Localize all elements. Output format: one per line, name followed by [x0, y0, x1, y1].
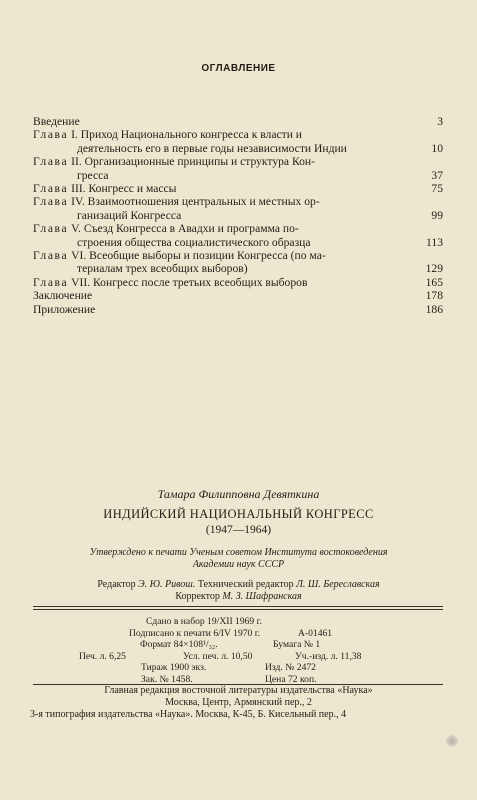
chapter-label: Глава [33, 222, 69, 236]
publication-sheets: Уч.-изд. л. 11,38 [295, 650, 362, 662]
corrector-label: Корректор [175, 591, 220, 602]
corrector-name: М. З. Шафранская [222, 591, 302, 602]
tech-editor-label: Технический редактор [197, 579, 294, 590]
toc-entry-title: деятельность его в первые годы независимости Индии [77, 141, 347, 155]
toc-entry-title: II. Организационные принципы и структура Кон- [71, 155, 315, 169]
toc-entry-title: VI. Всеобщие выборы и позиции Конгресса (по ма- [71, 249, 326, 263]
toc-entry-title: I. Приход Национального конгресса к власти и [71, 128, 303, 142]
book-years: (1947—1964) [205, 524, 272, 536]
toc-entry-title: V. Съезд Конгресса в Авадхи и программа по- [71, 222, 299, 236]
paper: Бумага № 1 [273, 639, 321, 650]
toc-entry-page: 10 [431, 141, 443, 155]
toc-entry-page: 186 [425, 302, 443, 316]
editor-label: Редактор [97, 579, 136, 590]
printer-line: 3-я типография издательства «Наука». Москва, К-45, Б. Кисельный пер., 4 [30, 709, 347, 720]
toc-entry [33, 249, 443, 262]
toc-entry-title: Приложение [33, 302, 96, 316]
toc-entry-continuation [33, 209, 443, 222]
chapter-label: Глава [33, 128, 69, 142]
format: Формат 84×108¹/₃₂. [140, 639, 218, 650]
divider [33, 606, 443, 607]
divider [33, 609, 443, 610]
book-title: ИНДИЙСКИЙ НАЦИОНАЛЬНЫЙ КОНГРЕСС [103, 507, 374, 521]
print-sheets: Печ. л. 6,25 [79, 650, 126, 662]
chapter-label: Глава [33, 249, 69, 263]
approval-line: Академии наук СССР [192, 559, 285, 570]
toc-entry-page: 3 [437, 115, 443, 128]
toc-entry-page: 75 [431, 182, 443, 196]
editors-block [0, 579, 477, 603]
toc-entry-title: териалам трех всеобщих выборов) [77, 262, 248, 276]
tech-editor-name: Л. Ш. Береславская [296, 579, 380, 590]
toc-entry [33, 289, 443, 302]
print-run: Тираж 1900 экз. [141, 662, 207, 673]
toc-entry [33, 276, 443, 289]
toc-entry-page: 99 [431, 208, 443, 222]
toc-entry-page: 165 [425, 275, 443, 289]
toc-entry [33, 128, 443, 141]
publisher-block [0, 685, 477, 709]
toc-entry-continuation [33, 142, 443, 155]
toc-entry-page: 37 [431, 168, 443, 182]
order-number: Зак. № 1458. [141, 673, 193, 685]
chapter-label: Глава [33, 275, 69, 289]
publisher-address: Москва, Центр, Армянский пер., 2 [165, 697, 312, 708]
toc-entry-title: строения общества социалистического образца [77, 235, 311, 249]
toc-entry-title: Введение [33, 115, 80, 128]
publication-number: Изд. № 2472 [265, 662, 316, 673]
signed-to-print: Подписано к печати 6/IV 1970 г. [129, 627, 260, 639]
toc-entry-title: VII. Конгресс после третьих всеобщих выборов [71, 275, 308, 289]
toc-entry [33, 182, 443, 195]
toc-entry-title: Заключение [33, 289, 93, 303]
toc-entry [33, 155, 443, 168]
publication-code: А-01461 [298, 627, 333, 639]
toc-entry [33, 222, 443, 235]
toc-entry [33, 195, 443, 208]
toc-entry-title: гресса [77, 168, 109, 182]
toc-entry [33, 303, 443, 316]
chapter-label: Глава [33, 182, 69, 196]
approval-line: Утверждено к печати Ученым советом Института востоковедения [89, 547, 388, 558]
toc-entry-continuation [33, 236, 443, 249]
table-of-contents [33, 115, 443, 316]
sent-to-set: Сдано в набор 19/XII 1969 г. [146, 616, 262, 627]
publication-data [33, 616, 443, 685]
publisher-line: Главная редакция восточной литературы издательства «Наука» [104, 685, 373, 696]
author-name: Тамара Филипповна Девяткина [157, 487, 320, 501]
ink-smudge [446, 735, 458, 747]
toc-entry-page: 178 [425, 289, 443, 303]
toc-entry-continuation [33, 262, 443, 275]
conditional-sheets: Усл. печ. л. 10,50 [183, 650, 253, 662]
toc-entry-title: IV. Взаимоотношения центральных и местных ор- [71, 195, 320, 209]
chapter-label: Глава [33, 195, 69, 209]
toc-entry-title: III. Конгресс и массы [71, 182, 177, 196]
toc-entry-page: 113 [426, 235, 443, 249]
toc-entry-title: ганизаций Конгресса [77, 208, 182, 222]
price: Цена 72 коп. [265, 673, 317, 685]
toc-entry-continuation [33, 169, 443, 182]
toc-entry [33, 115, 443, 128]
toc-entry-page: 129 [425, 262, 443, 276]
toc-heading: ОГЛАВЛЕНИЕ [201, 63, 276, 74]
approval-note [0, 547, 477, 571]
chapter-label: Глава [33, 155, 69, 169]
editor-name: Э. Ю. Ривош. [138, 579, 196, 590]
